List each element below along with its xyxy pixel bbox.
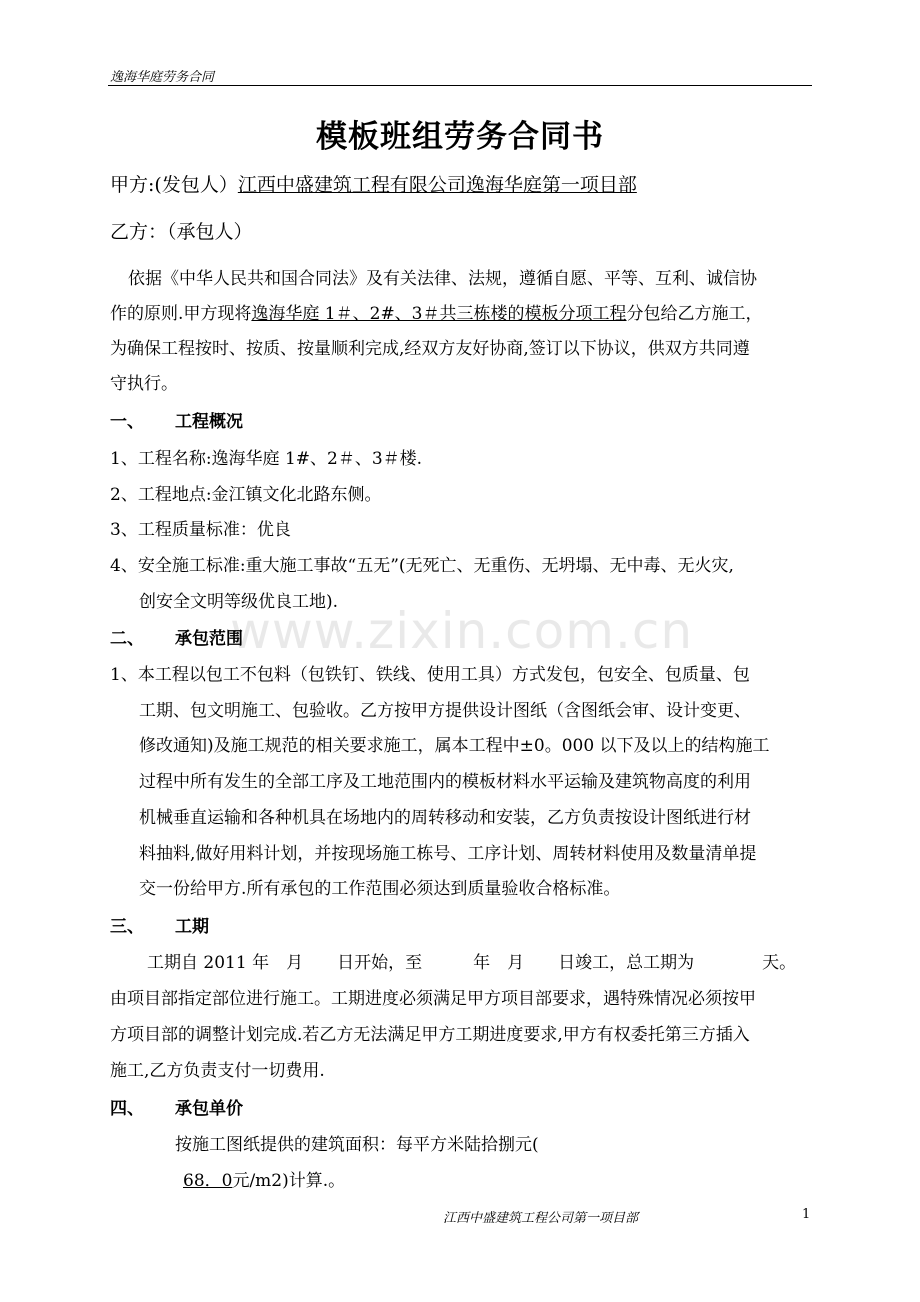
section-3-line: 由项目部指定部位进行施工。工期进度必须满足甲方项目部要求，遇特殊情况必须按甲 [110,989,756,1009]
section-1-title: 工程概况 [175,412,243,432]
intro-line-2 [110,299,763,324]
section-2-line: 交一份给甲方.所有承包的工作范围必须达到质量验收合格标准。 [139,879,621,899]
header-rule [108,85,812,86]
section-2-title: 承包范围 [175,629,243,649]
section-2-line: 料抽料,做好用料计划，并按现场施工栋号、工序计划、周转材料使用及数量清单提 [139,844,757,864]
intro-line-1: 依据《中华人民共和国合同法》及有关法律、法规，遵循自愿、平等、互利、诚信协 [128,269,757,289]
section-4-line-1: 按施工图纸提供的建筑面积：每平方米陆拾捌元( [175,1135,539,1155]
section-4-title: 承包单价 [175,1099,243,1119]
section-4-line-2-post: 元/m2)计算.。 [232,1171,346,1191]
intro-line-4: 守执行。 [110,374,178,394]
section-2-line: 工期、包文明施工、包验收。乙方按甲方提供设计图纸（含图纸会审、设计变更、 [139,701,751,721]
section-2-number: 二、 [110,629,144,649]
section-1-item-4-cont: 创安全文明等级优良工地). [139,592,339,612]
section-3-line: 施工,乙方负责支付一切费用. [110,1061,325,1081]
section-2-line: 1、本工程以包工不包料（包铁钉、铁线、使用工具）方式发包，包安全、包质量、包 [110,665,750,685]
section-3-title: 工期 [175,917,209,937]
section-3-line: 方项目部的调整计划完成.若乙方无法满足甲方工期进度要求,甲方有权委托第三方插入 [110,1025,750,1045]
watermark: www.zixin.com.cn [230,602,694,660]
section-1-item-3: 3、工程质量标准：优良 [110,520,291,540]
section-4-line-2 [175,1166,345,1191]
page-header: 逸海华庭劳务合同 [110,70,215,85]
document-title: 模板班组劳务合同书 [316,119,604,155]
party-b-label: 乙方：（承包人） [110,221,253,243]
party-a-label: 甲方:(发包人） [110,174,238,196]
unit-price: 68．0 [183,1171,233,1191]
section-1-item-2: 2、工程地点:金江镇文化北路东侧。 [110,485,382,505]
section-3-number: 三、 [110,917,144,937]
section-4-number: 四、 [110,1099,144,1119]
section-2-line: 过程中所有发生的全部工序及工地范围内的模板材料水平运输及建筑物高度的利用 [139,772,751,792]
section-1-item-4: 4、安全施工标准:重大施工事故“五无”(无死亡、无重伤、无坍塌、无中毒、无火灾, [110,556,734,576]
page-number: 1 [802,1207,811,1222]
party-a-line [110,170,637,197]
intro-project-scope: 逸海华庭 1＃、2#、3＃共三栋楼的模板分项工程 [251,304,627,324]
section-3-schedule-line: 工期自 2011 年 月 日开始，至 年 月 日竣工，总工期为 天。 [147,953,797,973]
section-2-line: 机械垂直运输和各种机具在场地内的周转移动和安装，乙方负责按设计图纸进行材 [139,808,751,828]
page-footer: 江西中盛建筑工程公司第一项目部 [443,1211,639,1226]
intro-line-2-post: 分包给乙方施工， [626,304,763,324]
intro-line-2-pre: 作的原则.甲方现将 [110,304,252,324]
intro-line-3: 为确保工程按时、按质、按量顺利完成,经双方友好协商,签订以下协议，供双方共同遵 [110,339,750,359]
section-2-line: 修改通知)及施工规范的相关要求施工，属本工程中±0。000 以下及以上的结构施工 [139,736,770,756]
section-1-number: 一、 [110,412,144,432]
party-a-value: 江西中盛建筑工程有限公司逸海华庭第一项目部 [237,174,637,196]
section-1-item-1: 1、工程名称:逸海华庭 1#、2＃、3＃楼. [110,449,423,469]
